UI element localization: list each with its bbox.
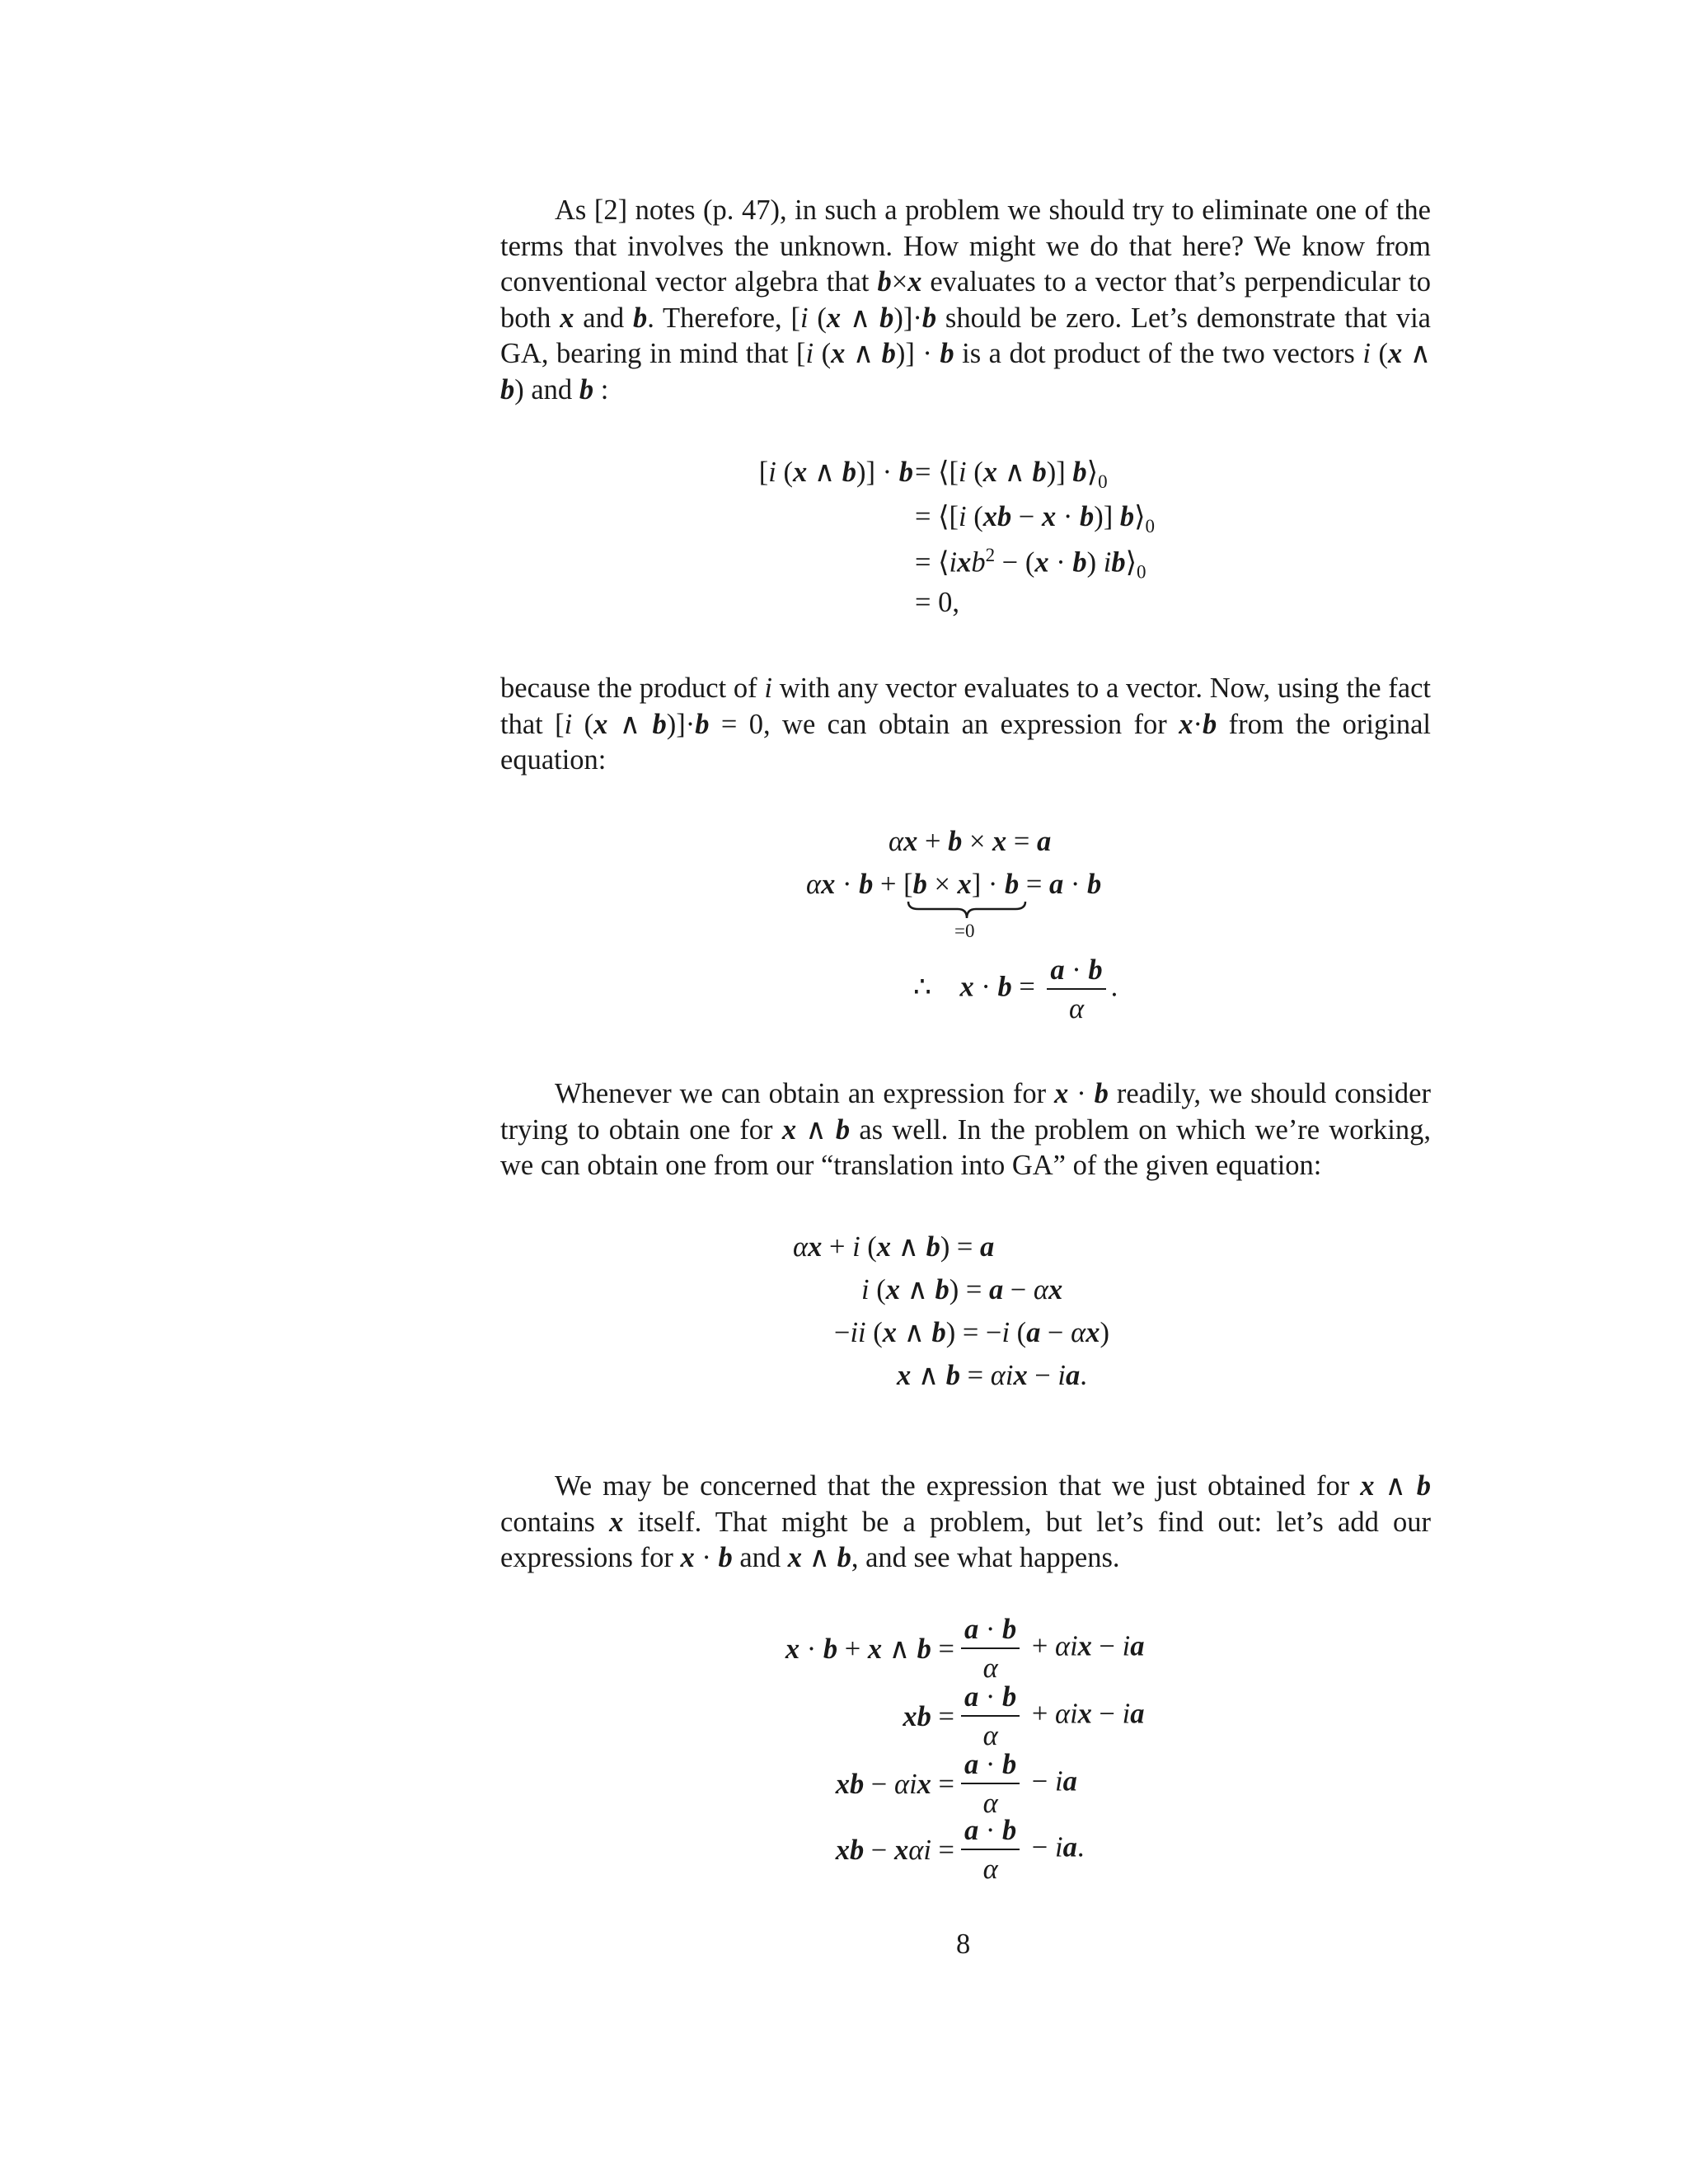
paragraph-2: because the product of i with any vector evaluates to a vector. Now, using the fact that [i (x ∧ b)]·b = 0, we can obtain an expression for x·b from the original equation: xyxy=(500,673,1431,776)
eq1-line1: = ⟨[i (x ∧ b)] $b⟩_0$ xyxy=(915,457,1108,492)
eq1-line2: = ⟨[i (xb − x · b)] $b⟩_0$ xyxy=(915,501,1156,537)
underbrace-label: =0 xyxy=(954,921,975,941)
eq2-line2: αx · b + [b × x] · b = a · b xyxy=(806,869,1102,900)
paragraph-3: Whenever we can obtain an expression for x · b readily, we should consider trying to obtain one for x ∧ b as well. In the problem on which we’re working, we can obtain one from our “translation into GA” of the given equation: xyxy=(500,1078,1431,1181)
eq1-line3: = ⟨ixb$^2$ − (x · b) $ib⟩_0$ xyxy=(915,545,1146,583)
eq4-rhs3: $\frac{a \cdot b}{\alpha}$ − ia xyxy=(956,1750,1077,1817)
eq3-line1: αx + i (x ∧ b) = a xyxy=(793,1231,995,1263)
underbrace xyxy=(907,900,1027,920)
eq4-lhs3: xb − αix = xyxy=(835,1769,954,1800)
eq3-line3: −ii (x ∧ b) = −i (a − αx) xyxy=(834,1317,1109,1348)
eq4-rhs4: $\frac{a \cdot b}{\alpha}$ − ia. xyxy=(956,1816,1084,1883)
eq4-lhs4: xb − xαi = xyxy=(835,1835,954,1866)
eq4-rhs2: $\frac{a \cdot b}{\alpha}$ + αix − ia xyxy=(956,1683,1144,1750)
eq2-line4: ∴ x · b = $\frac{a \cdot b}{\alpha}$ . xyxy=(913,954,1118,1024)
eq3-line2: i (x ∧ b) = a − αx xyxy=(861,1274,1063,1305)
eq4-lhs2: xb = xyxy=(903,1701,954,1732)
eq1-lhs: [i (x ∧ b)] · b xyxy=(758,457,913,488)
page-number: 8 xyxy=(956,1929,971,1960)
paragraph-1: As [2] notes (p. 47), in such a problem we should try to eliminate one of the terms that involves the unknown. How might we do that here? We know from conventional vector algebra that b×x evaluates to a vector that’s perpendicular to both x and b. Therefore, [i (x ∧ b)]·b should be zero. Let’s demonstrate that via GA, bearing in mind that [i (x ∧ b)] · b is a dot product of the two vectors i (x ∧ b) and b : xyxy=(500,194,1431,405)
eq1-line4: = 0, xyxy=(915,587,959,618)
eq3-line4: x ∧ b = αix − ia. xyxy=(897,1360,1087,1391)
eq4-lhs1: x · b + x ∧ b = xyxy=(785,1633,954,1665)
eq4-rhs1: $\frac{a \cdot b}{\alpha}$ + αix − ia xyxy=(956,1615,1144,1682)
eq2-line1: αx + b × x = a xyxy=(889,826,1052,857)
paragraph-4: We may be concerned that the expression that we just obtained for x ∧ b contains x itself. That might be a problem, but let’s find out: let’s add our expressions for x · b and x ∧ b, and see what happens. xyxy=(500,1470,1431,1573)
